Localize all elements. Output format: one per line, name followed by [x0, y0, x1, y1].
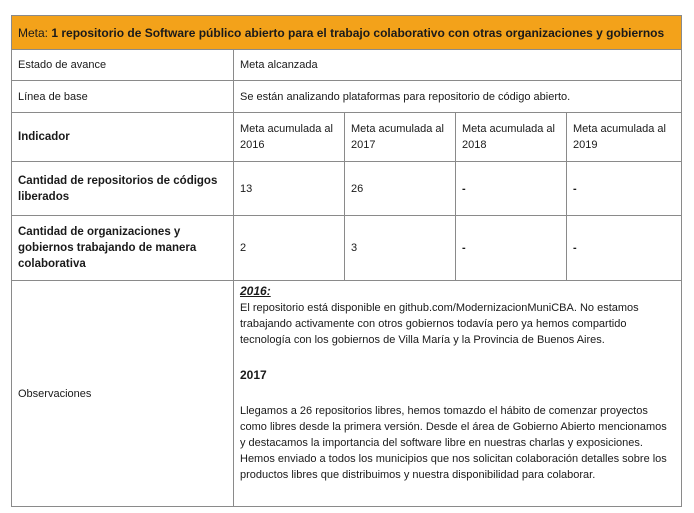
linea-base-row — [12, 81, 682, 113]
row-value: - — [456, 216, 567, 281]
row-label: Cantidad de repositorios de códigos liberados — [12, 162, 234, 216]
row-value: 2 — [234, 216, 345, 281]
row-value: - — [456, 162, 567, 216]
estado-value: Meta alcanzada — [234, 50, 682, 81]
indicador-header-row — [12, 113, 682, 162]
estado-row — [12, 50, 682, 81]
meta-header-cell — [12, 16, 682, 50]
row-value: - — [567, 216, 682, 281]
observaciones-content — [234, 281, 682, 507]
observaciones-label: Observaciones — [12, 281, 234, 507]
table-row — [12, 162, 682, 216]
column-header: Meta acumulada al 2017 — [345, 113, 456, 162]
row-value: - — [567, 162, 682, 216]
column-header: Meta acumulada al 2016 — [234, 113, 345, 162]
linea-base-label: Línea de base — [12, 81, 234, 113]
column-header: Meta acumulada al 2019 — [567, 113, 682, 162]
column-header: Meta acumulada al 2018 — [456, 113, 567, 162]
indicador-label: Indicador — [12, 113, 234, 162]
observaciones-text-2017: Llegamos a 26 repositorios libres, hemos tomazdo el hábito de comenzar proyectos como libres desde la primera versión. Desde el área de Gobierno Abierto mencionamos y destacamos la importancia del software libre en nuestras charlas y exposiciones. Hemos enviado a todos los municipios que nos solicitan colaboración detalles sobre los productos libres que distribuimos y nuestra disponibilidad para colaborar. — [240, 405, 667, 481]
observaciones-text-2016: El repositorio está disponible en github.com/ModernizacionMuniCBA. No estamos trabajando activamente con otros gobiernos todavía pero ya hemos compartido tecnología con los gobiernos de Villa María y la Provincia de Buenos Aires. — [240, 302, 639, 346]
row-label: Cantidad de organizaciones y gobiernos trabajando de manera colaborativa — [12, 216, 234, 281]
linea-base-value: Se están analizando plataformas para repositorio de código abierto. — [234, 81, 682, 113]
observaciones-row — [12, 281, 682, 507]
meta-title: 1 repositorio de Software público abierto para el trabajo colaborativo con otras organizaciones y gobiernos — [51, 25, 665, 40]
table-row — [12, 216, 682, 281]
observaciones-year-2017: 2017 — [240, 368, 267, 382]
observaciones-year-2016: 2016: — [240, 284, 271, 298]
row-value: 26 — [345, 162, 456, 216]
meta-header-row — [12, 16, 682, 50]
meta-prefix: Meta: — [18, 25, 49, 40]
estado-label: Estado de avance — [12, 50, 234, 81]
row-value: 3 — [345, 216, 456, 281]
goal-table — [11, 15, 682, 507]
row-value: 13 — [234, 162, 345, 216]
